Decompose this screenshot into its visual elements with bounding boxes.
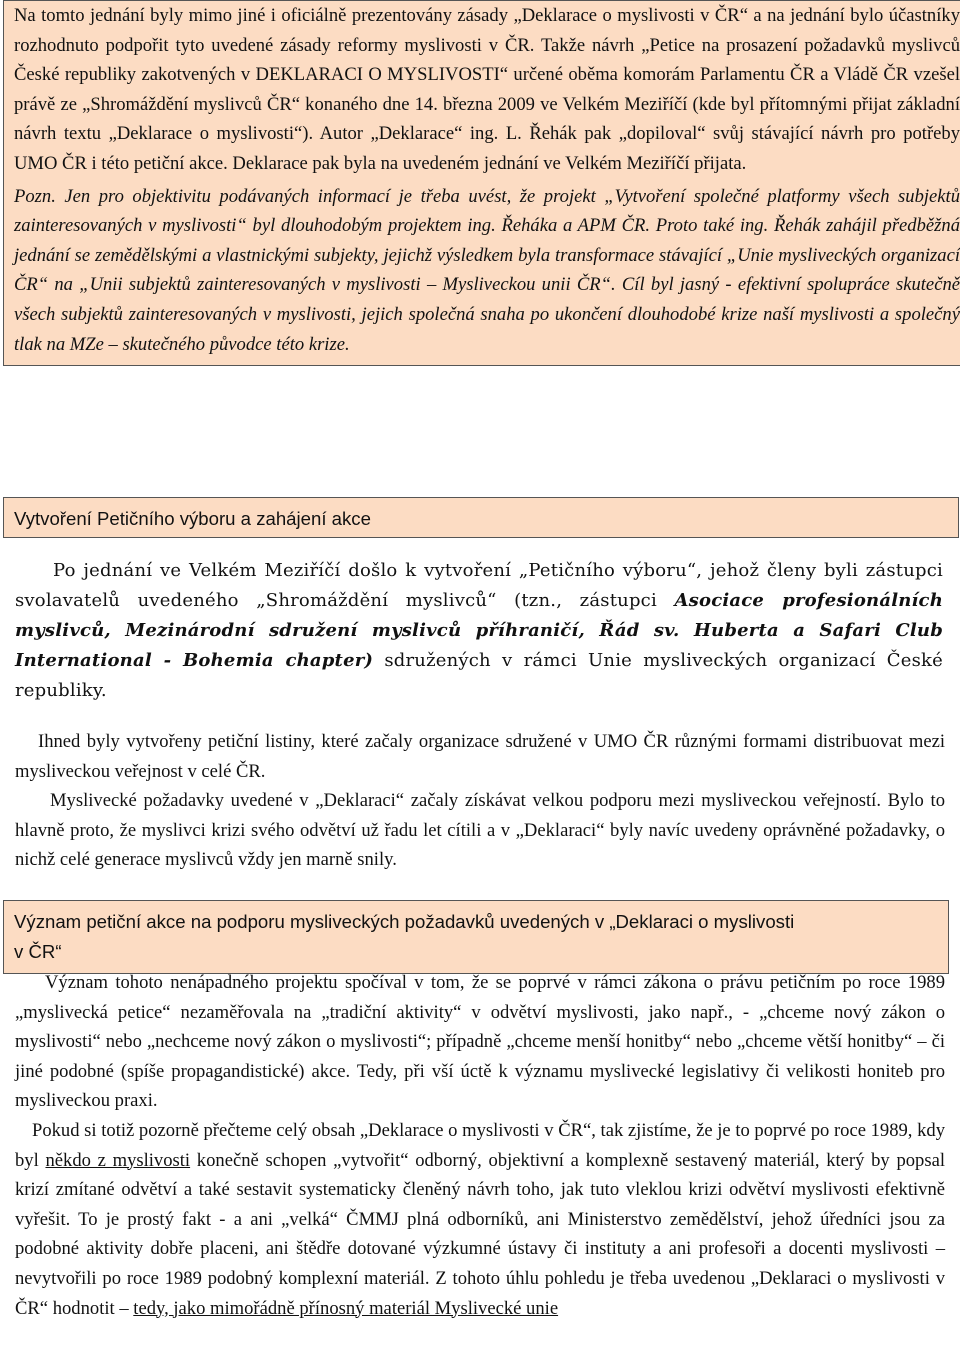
paragraph-text: Pokud si totiž pozorně přečteme celý obsah „Deklarace o myslivosti v ČR“, tak zjistíme, že je to poprvé po roce 1989, kdy byl	[15, 1119, 945, 1171]
note-label: Pozn.	[14, 185, 56, 207]
paragraph-text: sdružených v rámci Unie mysliveckých organizací České republiky.	[15, 650, 943, 701]
paragraph: Myslivecké požadavky uvedené v „Deklaraci“ začaly získávat velkou podporu mezi mysliveckou veřejností. Bylo to hlavně proto, že myslivci krizi svého odvětví už řadu let cítili a v „Deklaraci“ byly navíc uvedeny oprávněné požadavky, o nichž celé generace myslivců vždy jen marně snily.	[15, 790, 945, 871]
paragraph: Ihned byly vytvořeny petiční listiny, které začaly organizace sdružené v UMO ČR různými formami distribuovat mezi mysliveckou veřejnost v celé ČR.	[15, 731, 945, 782]
note-text: Jen pro objektivitu podávaných informací je třeba uvést, že projekt „Vytvoření společné platformy všech subjektů zainteresovaných v myslivosti“ byl dlouhodobým projektem ing. Řeháka a APM ČR. Proto také ing. Řehák zahájil předběžná jednání se zemědělskými a vlastnickými subjekty, jejichž výsledkem byla transformace stávající „Unie mysliveckých organizací ČR“ na „Unii subjektů zainteresovaných v myslivosti – Mysliveckou unii ČR“. Cíl byl jasný - efektivní spolupráce skutečně všech subjektů zainteresovaných v myslivosti, jejich společná snaha po ukončení dlouhodobé krize naší myslivosti a společný tlak na MZe – skutečného původce této krize.	[14, 185, 960, 355]
box-paragraph: Na tomto jednání byly mimo jiné i oficiálně prezentovány zásady „Deklarace o myslivosti v ČR“ a na jednání bylo účastníky rozhodnuto podpořit tyto uvedené zásady reformy myslivosti v ČR. Takže návrh „Petice na prosazení požadavků myslivců České republiky zakotvených v DEKLARACI O MYSLIVOSTI“ určené oběma komorám Parlamentu ČR a Vládě ČR vzešel právě ze „Shromáždění myslivců ČR“ konaného dne 14. března 2009 ve Velkém Meziříčí (kde byl přítomnými přijat základní návrh textu „Deklarace o myslivosti“). Autor „Deklarace“ ing. L. Řehák pak „dopiloval“ svůj stávající návrh pro potřeby UMO ČR i této petiční akce. Deklarace pak byla na uvedeném jednání ve Velkém Meziříčí přijata.	[14, 5, 960, 174]
highlighted-box	[3, 0, 960, 366]
organizations-bold: Asociace profesionálních myslivců, Mezinárodní sdružení myslivců příhraničí, Řád sv. Huberta a Safari Club International - Bohemia chapter)	[15, 590, 944, 671]
note-paragraph	[14, 182, 960, 360]
underlined-text: někdo z myslivosti	[45, 1149, 191, 1171]
section-petition-lists	[15, 727, 945, 875]
underlined-text: tedy, jako mimořádně přínosný materiál Myslivecké unie	[133, 1297, 559, 1319]
section-significance-body	[15, 968, 945, 1323]
paragraph: Význam tohoto nenápadného projektu spočíval v tom, že se poprvé v rámci zákona o právu petičním po roce 1989 „myslivecká petice“ nezaměřovala na „tradiční aktivity“ v odvětví myslivosti, jako např., - „chceme nový zákon o myslivosti“ nebo „nechceme nový zákon o myslivosti“; případně „chceme menší honitby“ nebo „chceme větší honitby“ – či jiné podobné (spíše propagandistické) akce. Tedy, při vší úctě k významu myslivecké legislativy či velikosti honiteb pro mysliveckou praxi.	[15, 972, 945, 1112]
paragraph-text: konečně schopen „vytvořit“ odborný, objektivní a komplexně sestavený materiál, který by popsal krizí zmítané odvětví a také sestavit systematicky členěný návrh toho, jak tuto vleklou krizi odvětví myslivosti efektivně vyřešit. To je prostý fakt - a ani „velká“ ČMMJ plná odborníků, ani Ministerstvo zemědělství, jehož úředníci jsou za podobné aktivity dobře placeni, ani štědře dotované výzkumné ústavy či instituty a ani profesoři a docenti myslivosti – nevytvořili po roce 1989 podobný komplexní materiál. Z tohoto úhlu pohledu je třeba uvedenou „Deklaraci o myslivosti v ČR“ hodnotit –	[15, 1149, 945, 1319]
heading-line: Význam petiční akce na podporu mysliveckých požadavků uvedených v „Deklaraci o myslivosti	[14, 911, 795, 932]
section-heading-significance	[3, 900, 949, 974]
paragraph	[15, 1116, 945, 1323]
heading-line: v ČR“	[14, 941, 62, 962]
section-heading-petition-committee: Vytvoření Petičního výboru a zahájení akce	[3, 497, 959, 538]
section-committee-paragraph	[15, 556, 943, 706]
paragraph-text: Po jednání ve Velkém Meziříčí došlo k vytvoření „Petičního výboru“, jehož členy byli zástupci svolavatelů uvedeného „Shromáždění myslivců“ (tzn., zástupci	[15, 560, 943, 611]
